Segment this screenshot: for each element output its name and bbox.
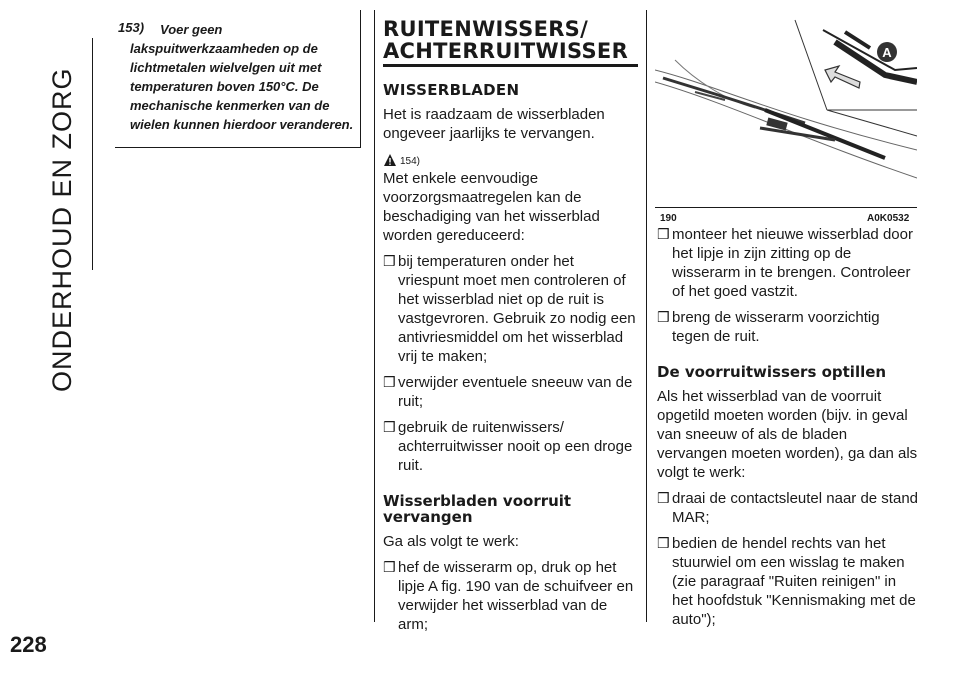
list-item: ❒ bedien de hendel rechts van het stuurwiel om een wisslag te maken (zie paragraaf "Ruiten reinigen" in het hoofdstuk "Kennismaking met de auto"); [657, 535, 916, 628]
middle-column [383, 18, 638, 634]
lead-text: Ga als volgt te werk: [383, 533, 519, 550]
reference-number: 154) [400, 156, 421, 167]
warning-triangle-icon [383, 153, 397, 167]
list-item: ❒ draai de contactsleutel naar de stand MAR; [657, 490, 918, 526]
lead-text: Als het wisserblad van de voorruit opgetild moeten worden (bijv. in geval van sneeuw of als de bladen vervangen moeten worden), ga dan als volgt te werk: [657, 388, 918, 481]
checkbox-bullet-icon: ❒ [657, 309, 670, 325]
column-divider-right [646, 10, 647, 622]
column-divider-left [374, 10, 375, 622]
checkbox-bullet-icon: ❒ [657, 535, 670, 551]
figure-190 [655, 10, 917, 208]
section-heading-wisserbladen: WISSERBLADEN [383, 81, 520, 99]
list-item: ❒ bij temperaturen onder het vriespunt moet men controleren of het wisserblad niet op de ruit is vastgevroren. Gebruik zo nodig een antivriesmiddel om het wisserblad vrij te maken; [383, 253, 636, 365]
checkbox-bullet-icon: ❒ [383, 419, 396, 435]
checkbox-bullet-icon: ❒ [657, 490, 670, 506]
section-heading-vervangen: Wisserbladen voorruit vervangen [383, 492, 572, 526]
section-heading-optillen: De voorruitwissers optillen [657, 363, 887, 381]
warning-box [115, 10, 361, 148]
chapter-side-label: ONDERHOUD EN ZORG [47, 67, 77, 392]
warning-text: Voer geen lakspuitwerkzaamheden op de lichtmetalen wielvelgen uit met temperaturen boven 150°C. De mechanische kenmerken van de wielen kunnen hierdoor veranderen. [130, 22, 354, 132]
figure-number: 190 [660, 213, 677, 224]
checkbox-bullet-icon: ❒ [383, 559, 396, 575]
lead-text: Met enkele eenvoudige voorzorgsmaatregelen kan de beschadiging van het wisserblad worden gereduceerd: [383, 170, 600, 244]
side-divider [92, 38, 93, 270]
callout-label: A [882, 45, 892, 60]
list-item: ❒ hef de wisserarm op, druk op het lipje A fig. 190 van de schuifveer en verwijder het wisserblad van de arm; [383, 559, 634, 633]
figure-code: A0K0532 [867, 213, 910, 224]
main-heading: RUITENWISSERS/ ACHTERRUITWISSER [383, 18, 638, 67]
wiper-blade-illustration [655, 10, 917, 207]
checkbox-bullet-icon: ❒ [657, 226, 670, 242]
checkbox-bullet-icon: ❒ [383, 253, 396, 269]
page-number: 228 [10, 632, 47, 657]
warning-reference [383, 151, 638, 167]
list-item: ❒ gebruik de ruitenwissers/ achterruitwisser nooit op een droge ruit. [383, 419, 633, 474]
checkbox-bullet-icon: ❒ [383, 374, 396, 390]
warning-number: 153) [118, 20, 145, 35]
list-item: ❒ verwijder eventuele sneeuw van de ruit; [383, 374, 633, 410]
intro-text: Het is raadzaam de wisserbladen ongeveer jaarlijks te vervangen. [383, 106, 605, 142]
right-column [657, 218, 919, 629]
list-item: ❒ breng de wisserarm voorzichtig tegen de ruit. [657, 309, 880, 345]
list-item: ❒ monteer het nieuwe wisserblad door het lipje in zijn zitting op de wisserarm in te brengen. Controleer of het goed vastzit. [657, 226, 913, 300]
